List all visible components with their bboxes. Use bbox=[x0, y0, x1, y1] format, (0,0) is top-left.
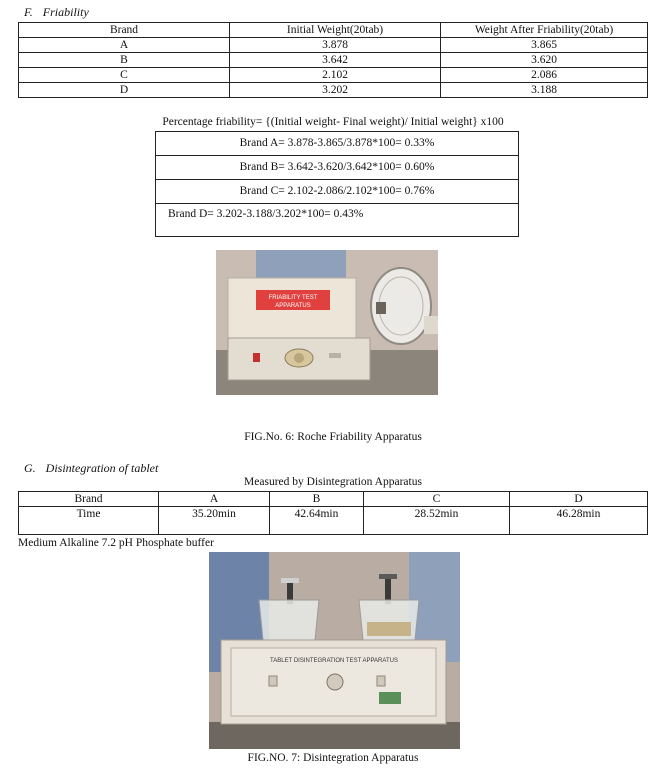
section-g-title: Disintegration of tablet bbox=[45, 461, 159, 475]
friability-cell: 3.642 bbox=[230, 53, 441, 68]
friability-cell: 3.620 bbox=[441, 53, 648, 68]
figure-6-caption: FIG.No. 6: Roche Friability Apparatus bbox=[244, 431, 422, 443]
friability-label-line2: APPARATUS bbox=[275, 303, 311, 309]
disintegration-header-a: A bbox=[159, 492, 270, 507]
friability-table bbox=[18, 22, 648, 98]
disintegration-row-label: Time bbox=[19, 507, 159, 535]
friability-header-brand: Brand bbox=[19, 23, 230, 38]
medium-note: Medium Alkaline 7.2 pH Phosphate buffer bbox=[18, 537, 214, 549]
friability-cell: 3.202 bbox=[230, 83, 441, 98]
friability-cell: 3.878 bbox=[230, 38, 441, 53]
friability-cell: 3.865 bbox=[441, 38, 648, 53]
disintegration-table bbox=[18, 491, 648, 535]
disintegration-apparatus-illustration bbox=[209, 552, 460, 749]
table-row bbox=[19, 507, 648, 535]
table-row bbox=[19, 53, 648, 68]
friability-label-line1: FRIABILITY TEST bbox=[268, 295, 318, 301]
friability-apparatus-photo bbox=[216, 250, 438, 395]
table-row bbox=[19, 68, 648, 83]
calc-row-b: Brand B= 3.642-3.620/3.642*100= 0.60% bbox=[156, 156, 518, 180]
disintegration-header-brand: Brand bbox=[19, 492, 159, 507]
friability-apparatus-illustration bbox=[216, 250, 438, 395]
disintegration-subtitle: Measured by Disintegration Apparatus bbox=[244, 476, 422, 488]
disintegration-header-c: C bbox=[364, 492, 510, 507]
friability-formula: Percentage friability= {(Initial weight- Final weight)/ Initial weight} x100 bbox=[162, 116, 504, 128]
disintegration-time-c: 28.52min bbox=[364, 507, 510, 535]
disintegration-header-b: B bbox=[270, 492, 364, 507]
disintegration-apparatus-photo bbox=[209, 552, 460, 749]
friability-cell: B bbox=[19, 53, 230, 68]
calc-row-c: Brand C= 2.102-2.086/2.102*100= 0.76% bbox=[156, 180, 518, 204]
friability-cell: C bbox=[19, 68, 230, 83]
calc-row-d: Brand D= 3.202-3.188/3.202*100= 0.43% bbox=[168, 208, 364, 220]
disintegration-time-a: 35.20min bbox=[159, 507, 270, 535]
disintegration-time-d: 46.28min bbox=[510, 507, 648, 535]
friability-cell: 2.086 bbox=[441, 68, 648, 83]
disintegration-header-row bbox=[19, 492, 648, 507]
section-f-title: Friability bbox=[42, 5, 89, 19]
section-g-number: G. bbox=[24, 461, 36, 475]
figure-7-caption: FIG.NO. 7: Disintegration Apparatus bbox=[247, 752, 419, 764]
disintegration-header-d: D bbox=[510, 492, 648, 507]
disintegration-panel-label: TABLET DISINTEGRATION TEST APPARATUS bbox=[270, 658, 398, 664]
friability-header-initial: Initial Weight(20tab) bbox=[230, 23, 441, 38]
table-row bbox=[19, 38, 648, 53]
friability-header-row bbox=[19, 23, 648, 38]
friability-cell: D bbox=[19, 83, 230, 98]
friability-cell: 3.188 bbox=[441, 83, 648, 98]
section-f-heading bbox=[24, 5, 89, 20]
friability-cell: A bbox=[19, 38, 230, 53]
calc-row-a: Brand A= 3.878-3.865/3.878*100= 0.33% bbox=[156, 132, 518, 156]
table-row bbox=[19, 83, 648, 98]
friability-cell: 2.102 bbox=[230, 68, 441, 83]
section-g-heading bbox=[24, 461, 158, 476]
friability-calculations bbox=[155, 131, 519, 237]
friability-header-after: Weight After Friability(20tab) bbox=[441, 23, 648, 38]
disintegration-time-b: 42.64min bbox=[270, 507, 364, 535]
section-f-number: F. bbox=[24, 5, 33, 19]
